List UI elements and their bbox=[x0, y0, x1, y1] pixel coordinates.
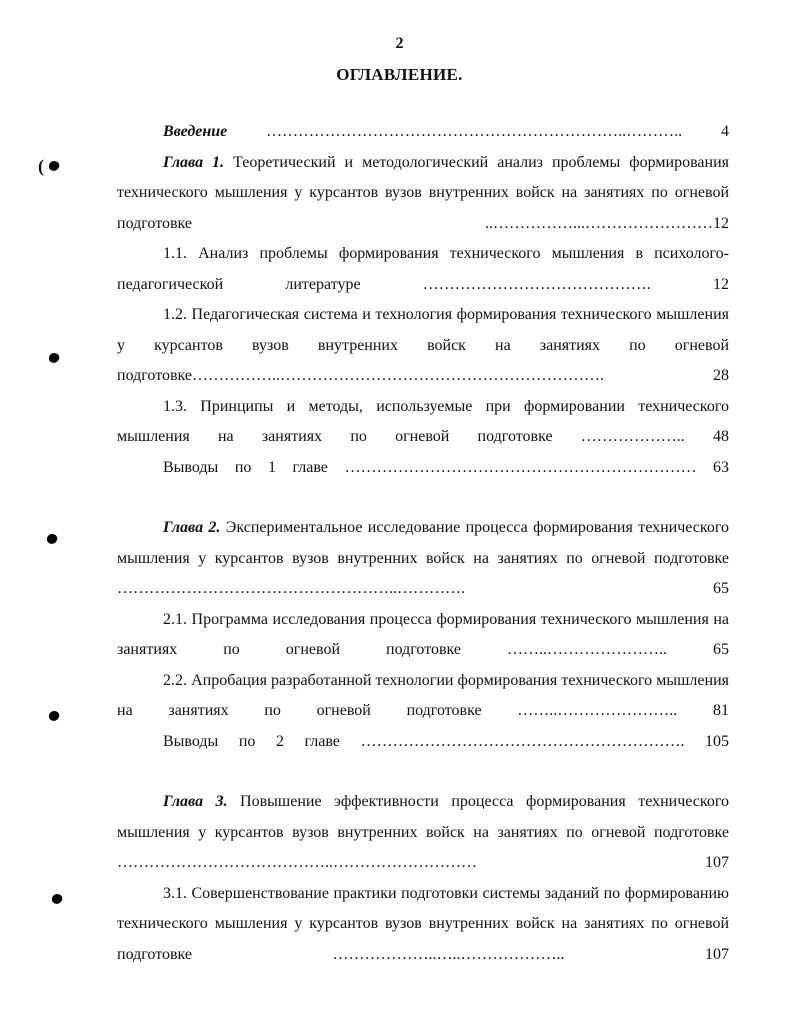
toc-entry-section-2-1[interactable] bbox=[117, 605, 729, 666]
toc-entry-section-1-1[interactable] bbox=[117, 239, 729, 300]
toc-title: ОГЛАВЛЕНИЕ. bbox=[336, 65, 463, 84]
toc-entry-chapter-2[interactable] bbox=[117, 513, 729, 605]
section-gap bbox=[117, 483, 729, 513]
margin-ink-mark bbox=[48, 160, 61, 173]
toc-entry-text: 1.1. Анализ проблемы формирования технического мышления в психолого-педагогической литературе ……………………………………. 12 bbox=[117, 245, 729, 293]
table-of-contents bbox=[117, 117, 729, 970]
toc-entry-text: Выводы по 2 главе ……………………………………………………. 105 bbox=[163, 732, 729, 750]
toc-entry-section-3-1[interactable] bbox=[117, 879, 729, 971]
toc-entry-text: 2.1. Программа исследования процесса формирования технического мышления на занятиях по огневой подготовке ……..………………….. 65 bbox=[117, 610, 729, 658]
toc-entry-section-1-2[interactable] bbox=[117, 300, 729, 392]
margin-ink-mark bbox=[48, 710, 61, 723]
section-gap bbox=[117, 757, 729, 787]
toc-entry-text: 1.3. Принципы и методы, используемые при формировании технического мышления на занятиях по огневой подготовке ……………….. 48 bbox=[117, 397, 729, 445]
toc-entry-chapter-3[interactable] bbox=[117, 787, 729, 879]
toc-entry-text: Выводы по 1 главе ………………………………………………………… 63 bbox=[163, 458, 729, 476]
page-number: 2 bbox=[395, 35, 404, 52]
toc-entry-label: Введение bbox=[163, 123, 228, 140]
toc-entry-section-1-3[interactable] bbox=[117, 392, 729, 453]
toc-entry-text: 3.1. Совершенствование практики подготовки системы заданий по формированию технического мышления у курсантов вузов внутренних войск на занятиях по огневой подготовке ………………..…..……………….. 107 bbox=[117, 884, 729, 963]
margin-ink-mark bbox=[51, 893, 64, 906]
toc-entry-introduction[interactable] bbox=[117, 117, 729, 148]
toc-entry-label: Глава 2. bbox=[163, 519, 221, 536]
toc-entry-conclusions-2[interactable] bbox=[117, 727, 729, 758]
toc-entry-section-2-2[interactable] bbox=[117, 666, 729, 727]
toc-entry-text: 2.2. Апробация разработанной технологии формирования технического мышления на занятиях по огневой подготовке ……..………………….. 81 bbox=[117, 671, 729, 719]
toc-entry-text: Повышение эффективности процесса формирования технического мышления у курсантов вузов внутренних войск на занятиях по огневой подготовке …………………………………..……………………… 107 bbox=[117, 793, 729, 871]
toc-entry-conclusions-1[interactable] bbox=[117, 453, 729, 484]
toc-entry-chapter-1[interactable] bbox=[117, 148, 729, 240]
margin-bracket-mark: ( bbox=[38, 156, 44, 176]
toc-entry-text: Теоретический и методологический анализ проблемы формирования технического мышления у курсантов вузов внутренних войск на занятиях по огневой подготовке ..……………...……………………12 bbox=[117, 153, 729, 232]
toc-entry-text: …………………………………………………………..……….. 4 bbox=[227, 123, 729, 140]
toc-entry-text: 1.2. Педагогическая система и технология формирования технического мышления у курсантов вузов внутренних войск на занятиях по огневой подготовке……………..……………………………………………………. 28 bbox=[117, 306, 729, 384]
margin-ink-mark bbox=[48, 352, 61, 365]
toc-entry-label: Глава 1. bbox=[163, 153, 225, 171]
toc-entry-label: Глава 3. bbox=[163, 793, 228, 810]
toc-entry-text: Экспериментальное исследование процесса формирования технического мышления у курсантов вузов внутренних войск на занятиях по огневой подготовке ……………………………………………..…………. 65 bbox=[117, 519, 729, 597]
margin-ink-mark bbox=[46, 533, 59, 546]
